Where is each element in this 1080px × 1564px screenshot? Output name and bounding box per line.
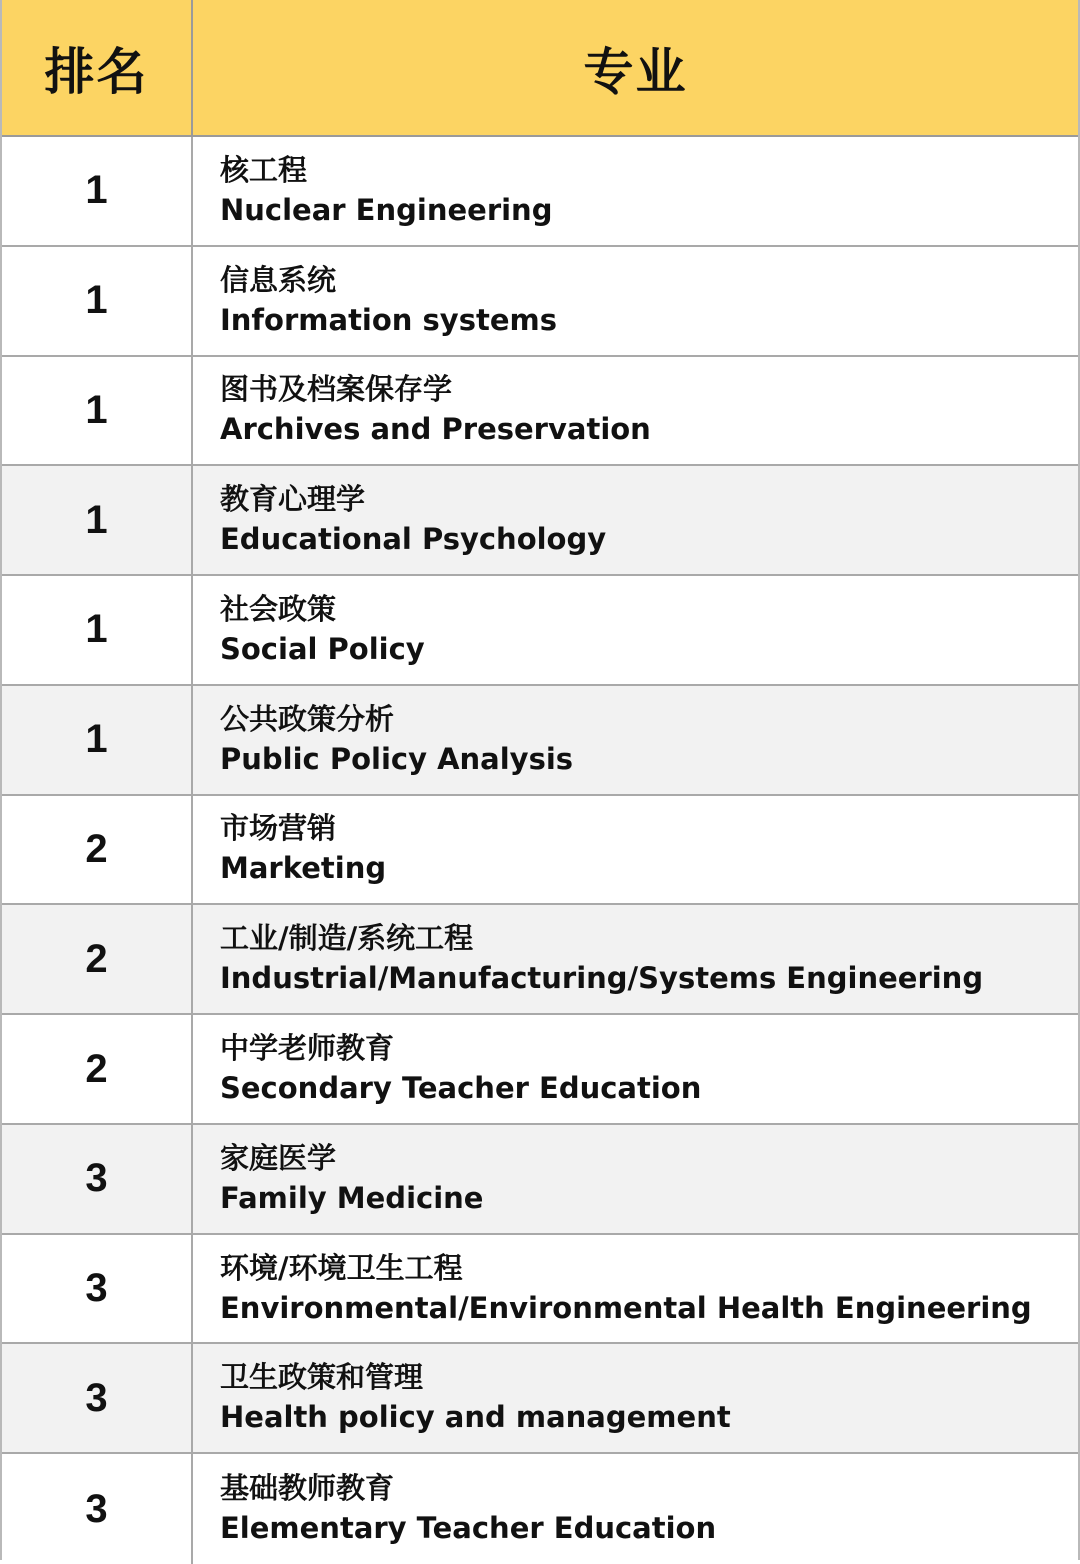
major-name-english: Family Medicine	[220, 1180, 484, 1215]
major-name-chinese: 基础教师教育	[220, 1471, 395, 1506]
rank-cell: 3	[2, 1454, 193, 1564]
major-name-chinese: 卫生政策和管理	[220, 1360, 424, 1395]
major-cell	[193, 1235, 1078, 1343]
table-row	[2, 1454, 1078, 1564]
table-row	[2, 1125, 1078, 1235]
major-name-english: Archives and Preservation	[220, 412, 651, 447]
major-cell	[193, 905, 1078, 1013]
rank-cell: 3	[2, 1344, 193, 1452]
major-name-english: Nuclear Engineering	[220, 192, 553, 227]
rank-cell: 2	[2, 796, 193, 904]
table-row	[2, 576, 1078, 686]
major-cell	[193, 576, 1078, 684]
major-cell	[193, 1125, 1078, 1233]
major-name-english: Health policy and management	[220, 1400, 731, 1435]
major-cell	[193, 247, 1078, 355]
table-row	[2, 466, 1078, 576]
rank-cell: 1	[2, 357, 193, 465]
major-name-chinese: 工业/制造/系统工程	[220, 921, 474, 956]
rank-cell: 2	[2, 1015, 193, 1123]
major-cell	[193, 466, 1078, 574]
rank-cell: 2	[2, 905, 193, 1013]
rank-cell: 3	[2, 1235, 193, 1343]
table-row	[2, 1235, 1078, 1345]
major-cell	[193, 1454, 1078, 1564]
table-row	[2, 247, 1078, 357]
major-name-english: Information systems	[220, 302, 557, 337]
rank-cell: 1	[2, 247, 193, 355]
major-name-english: Marketing	[220, 851, 387, 886]
major-name-chinese: 核工程	[220, 152, 308, 187]
major-name-chinese: 公共政策分析	[220, 701, 395, 736]
major-name-chinese: 市场营销	[220, 811, 337, 846]
major-cell	[193, 796, 1078, 904]
table-row	[2, 905, 1078, 1015]
major-name-english: Social Policy	[220, 631, 425, 666]
major-name-chinese: 社会政策	[220, 591, 337, 626]
table-header	[2, 0, 1078, 137]
header-major: 专业	[583, 42, 688, 101]
table-body	[2, 137, 1078, 1564]
major-cell	[193, 137, 1078, 245]
table-row	[2, 1344, 1078, 1454]
rank-cell: 1	[2, 576, 193, 684]
major-name-english: Public Policy Analysis	[220, 741, 574, 776]
major-cell	[193, 357, 1078, 465]
rank-cell: 3	[2, 1125, 193, 1233]
major-cell	[193, 1015, 1078, 1123]
table-row	[2, 137, 1078, 247]
table-row	[2, 686, 1078, 796]
major-name-chinese: 家庭医学	[220, 1140, 337, 1175]
major-name-english: Elementary Teacher Education	[220, 1511, 717, 1546]
header-rank: 排名	[2, 0, 193, 135]
major-name-english: Educational Psychology	[220, 522, 607, 557]
table-row	[2, 1015, 1078, 1125]
table-row	[2, 357, 1078, 467]
major-name-chinese: 信息系统	[220, 262, 337, 297]
major-name-english: Industrial/Manufacturing/Systems Engineering	[220, 961, 984, 996]
major-name-english: Secondary Teacher Education	[220, 1071, 702, 1105]
rank-cell: 1	[2, 466, 193, 574]
major-name-chinese: 环境/环境卫生工程	[220, 1250, 463, 1285]
major-name-chinese: 图书及档案保存学	[220, 372, 453, 407]
rank-cell: 1	[2, 137, 193, 245]
major-cell	[193, 686, 1078, 794]
major-name-chinese: 中学老师教育	[220, 1031, 395, 1065]
major-name-english: Environmental/Environmental Health Engineering	[220, 1290, 1032, 1325]
rank-cell: 1	[2, 686, 193, 794]
major-cell	[193, 1344, 1078, 1452]
major-name-chinese: 教育心理学	[220, 482, 366, 517]
table-row	[2, 796, 1078, 906]
